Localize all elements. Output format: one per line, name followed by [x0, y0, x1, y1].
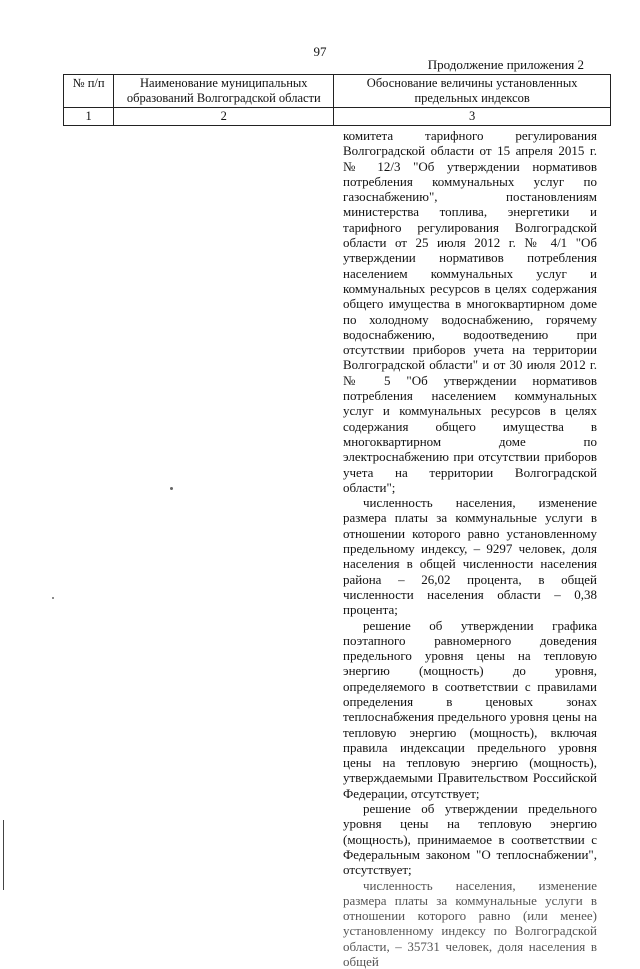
header-table	[63, 74, 611, 126]
header-cell-municipality: Наименование муниципальных образований Волгоградской области	[114, 75, 334, 108]
paragraph-population-regional: численность населения, изменение размера платы за коммунальные услуги в отношении которого равно (или менее) установленному индексу по Волгоградской области, – 35731 человек, доля населения в общей	[343, 877, 597, 969]
page-number: 97	[313, 44, 327, 59]
paragraph-heat-price-limit: решение об утверждении предельного уровня цены на тепловую энергию (мощность), принимаемое в соответствии с Федеральным законом "О теплоснабжении", отсутствует;	[343, 801, 597, 878]
paragraph-heat-schedule: решение об утверждении графика поэтапного равномерного доведения предельного уровня цены на тепловую энергию (мощность) до уровня, определяемого в соответствии с правилами определения в ценовых зонах теплоснабжения предельного уровня цены на тепловую энергию (мощность), включая правила индексации предельного уровня цены на тепловую энергию (мощность), утверждаемыми Правительством Российской Федерации, отсутствует;	[343, 617, 597, 801]
column-number-3: 3	[334, 108, 611, 126]
justification-text-column	[343, 128, 597, 969]
scan-edge-mark	[3, 820, 4, 890]
table-column-number-row	[64, 108, 611, 126]
scan-speck	[52, 597, 54, 599]
table-header-row	[64, 75, 611, 108]
scan-speck	[170, 487, 173, 490]
paragraph-regulations: комитета тарифного регулирования Волгоградской области от 15 апреля 2015 г. № 12/3 "Об утверждении нормативов потребления коммунальных услуг по газоснабжению", постановлениям министерства топлива, энергетики и тарифного регулирования Волгоградской области от 25 июля 2012 г. № 4/1 "Об утверждении нормативов потребления населением коммунальных услуг и коммунальных ресурсов в целях содержания общего имущества в многоквартирном доме по холодному водоснабжению, горячему водоснабжению, водоотведению при отсутствии приборов учета на территории Волгоградской области" и от 30 июля 2012 г. № 5 "Об утверждении нормативов потребления населением коммунальных услуг и коммунальных ресурсов в целях содержания общего имущества в многоквартирном доме по электроснабжению при отсутствии приборов учета на территории Волгоградской области";	[343, 128, 597, 495]
appendix-note: Продолжение приложения 2	[427, 57, 584, 72]
column-number-2: 2	[114, 108, 334, 126]
paragraph-population-index: численность населения, изменение размера платы за коммунальные услуги в отношении которого равно установленному предельному индексу, – 9297 человек, доля населения в общей численности населения района – 26,02 процента, в общей численности населения области – 0,38 процента;	[343, 495, 597, 618]
header-cell-number: № п/п	[64, 75, 114, 108]
column-number-1: 1	[64, 108, 114, 126]
header-cell-justification: Обоснование величины установленных предельных индексов	[334, 75, 611, 108]
